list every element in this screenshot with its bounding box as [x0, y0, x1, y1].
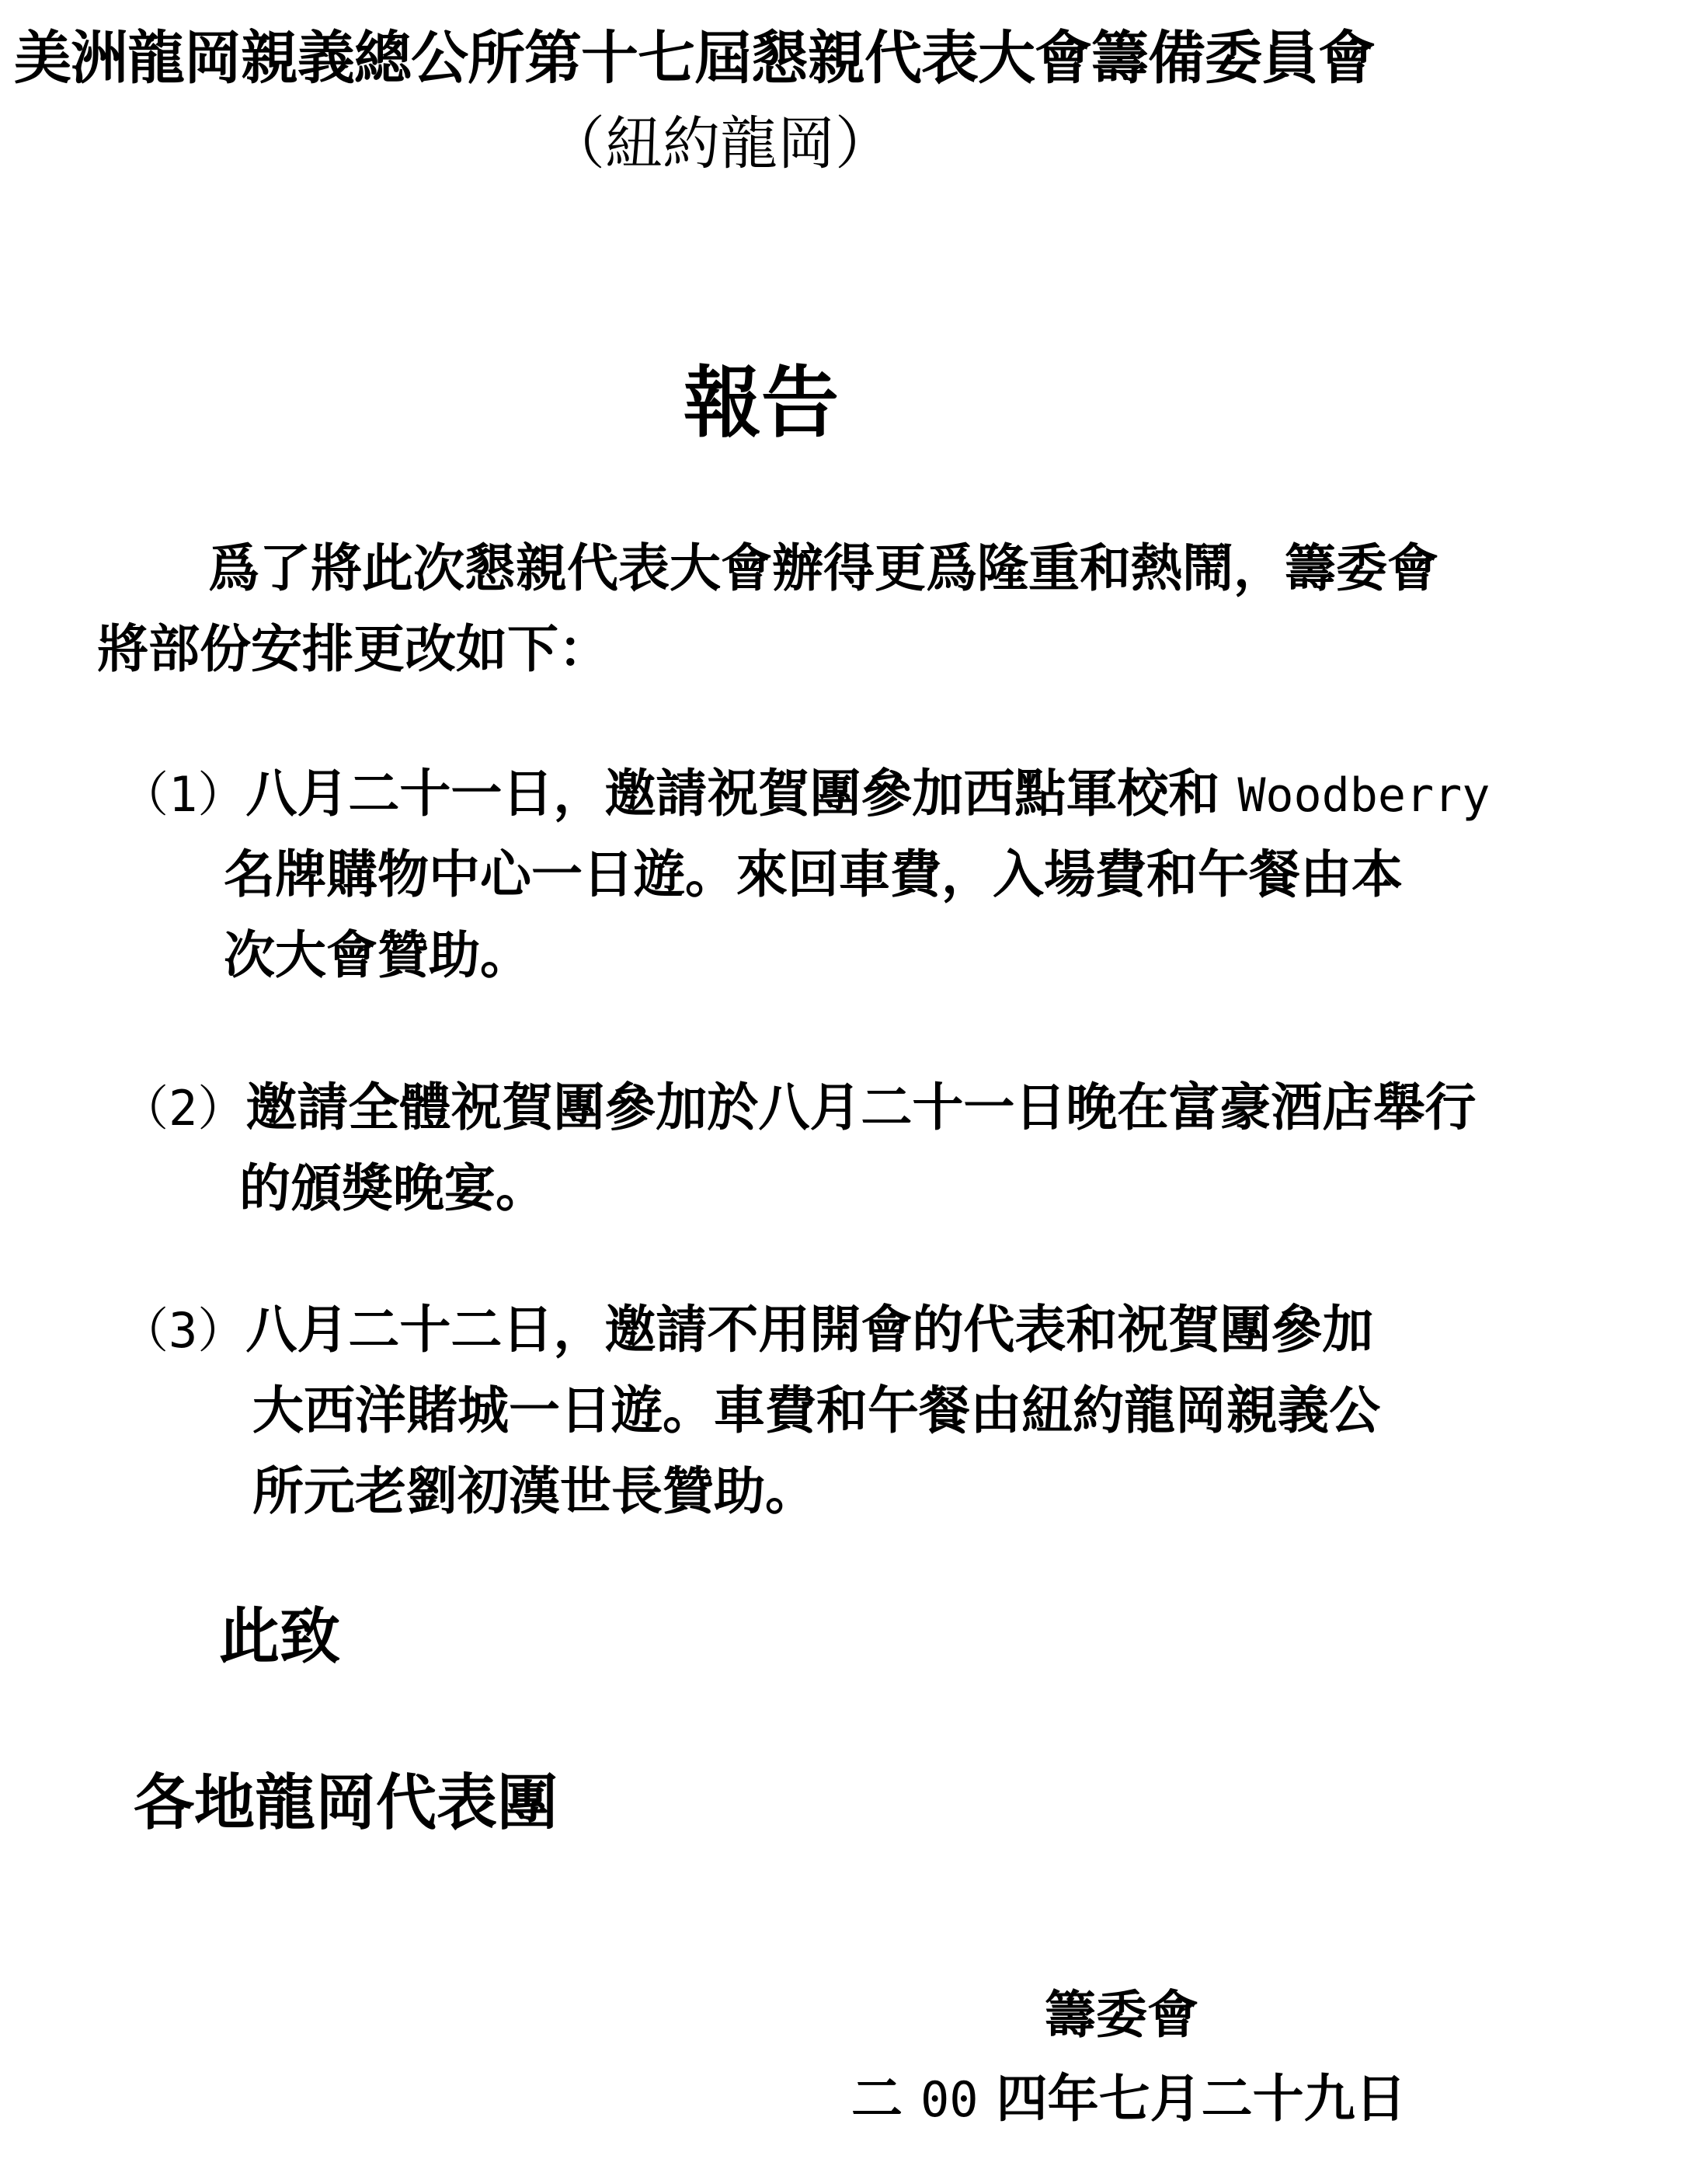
item-line: 名牌購物中心一日遊。來回車費，入場費和午餐由本: [224, 844, 1403, 904]
item-line: [120, 1299, 1374, 1360]
item-number: （1）: [120, 766, 246, 823]
date-rest: 四年七月二十九日: [996, 2068, 1407, 2129]
organization-title: 美洲龍岡親義總公所第十七屆懇親代表大會籌備委員會: [14, 25, 1375, 92]
intro-line: 爲了將此次懇親代表大會辦得更爲隆重和熱鬧，籌委會: [208, 538, 1438, 598]
item-text: 八月二十一日，邀請祝賀團參加西點軍校和: [245, 763, 1220, 824]
item-line: 大西洋賭城一日遊。車費和午餐由紐約龍岡親義公: [252, 1380, 1380, 1440]
intro-line: 將部份安排更改如下：: [97, 618, 610, 679]
item-text: 邀請全體祝賀團參加於八月二十一日晚在富豪酒店舉行: [245, 1077, 1477, 1137]
item-line: [120, 1077, 1477, 1137]
item-line: 的頒獎晚宴。: [239, 1158, 547, 1218]
item-line: 次大會贊助。: [224, 925, 531, 985]
item-line: 所元老劉初漢世長贊助。: [252, 1461, 816, 1521]
recipient: 各地龍岡代表團: [134, 1767, 558, 1838]
closing-salutation: 此致: [219, 1601, 341, 1672]
item-text: 八月二十二日，邀請不用開會的代表和祝賀團參加: [245, 1299, 1374, 1360]
report-heading: 報告: [684, 357, 839, 448]
item-number: （2）: [120, 1080, 246, 1137]
date-digits: 00: [920, 2071, 979, 2128]
item-number: （3）: [120, 1302, 246, 1359]
sender: 籌委會: [1045, 1984, 1198, 2045]
brand-name: Woodberry: [1237, 768, 1491, 823]
item-line: [120, 763, 1491, 824]
date: [851, 2068, 1407, 2129]
date-prefix: 二: [851, 2068, 903, 2129]
branch-subtitle: （紐約龍岡）: [548, 110, 892, 177]
